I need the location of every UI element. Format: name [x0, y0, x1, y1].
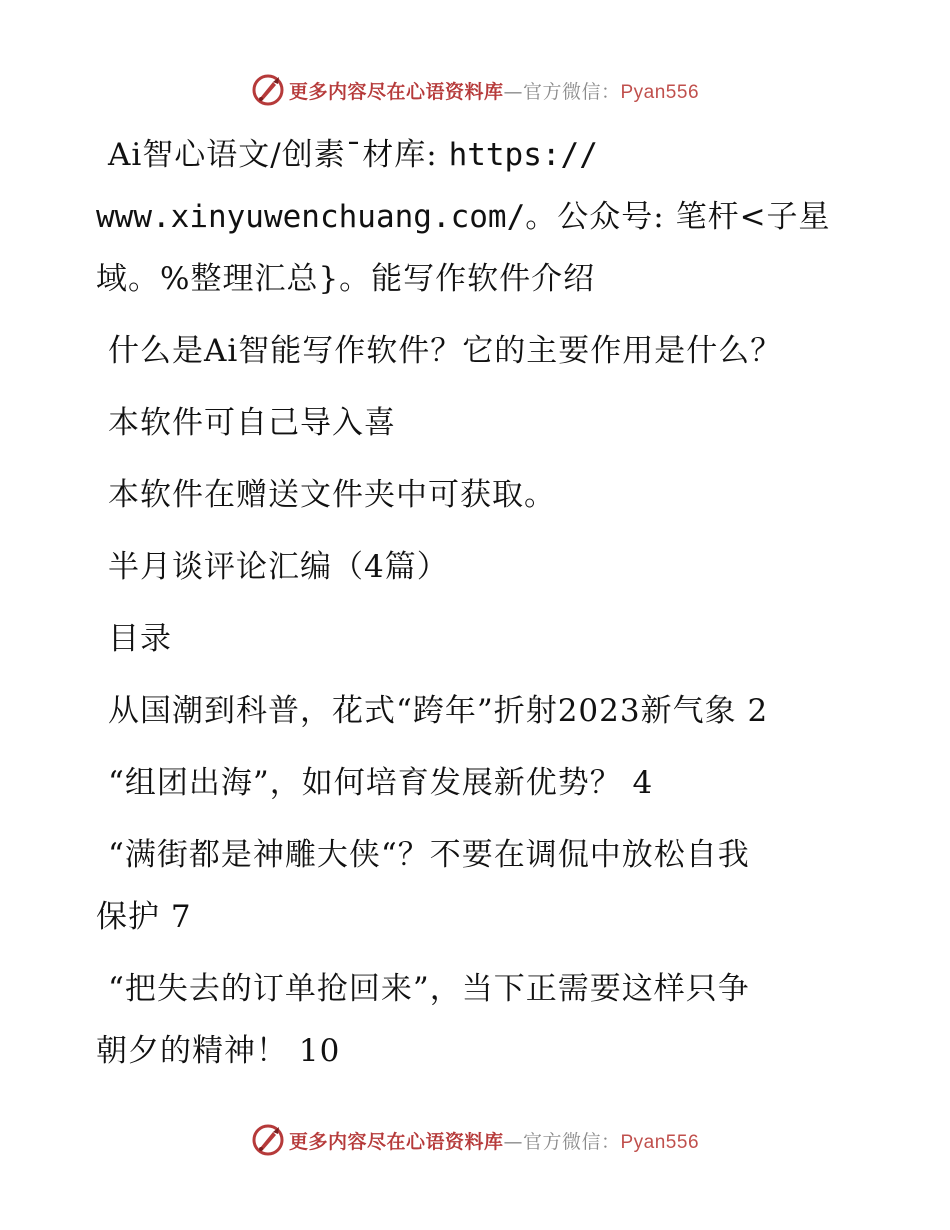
toc-entry-1[interactable]: 从国潮到科普，花式“跨年”折射2023新气象 2: [108, 693, 769, 729]
header-watermark-banner: [0, 70, 950, 110]
watermark-wechat-label: 官方微信：: [522, 80, 621, 103]
intro-line2-suffix: 。公众号: 笔杆<子星: [525, 199, 831, 235]
import-note-paragraph: 本软件可自己导入喜: [108, 405, 396, 441]
toc-entry-3-line-2[interactable]: 保护 7: [96, 899, 192, 935]
spacer: [96, 598, 856, 608]
intro-line-3: 域。%整理汇总}。能写作软件介绍: [96, 261, 596, 297]
quill-pen-logo-icon: [251, 1123, 285, 1157]
watermark-wechat-label: 官方微信：: [522, 1130, 621, 1153]
toc-entry-4-line-1[interactable]: “把失去的订单抢回来”，当下正需要这样只争: [108, 971, 750, 1007]
intro-line1-mark: ¯: [345, 137, 363, 173]
spacer: [96, 310, 856, 320]
website-link-part2[interactable]: www.xinyuwenchuang.com/: [96, 199, 526, 235]
intro-line1-middle: 材库:: [362, 137, 449, 173]
watermark-wechat-handle: Pyan556: [620, 81, 700, 103]
spacer: [96, 382, 856, 392]
spacer: [96, 670, 856, 680]
toc-entry-2[interactable]: “组团出海”，如何培育发展新优势？ 4: [108, 765, 654, 801]
spacer: [96, 948, 856, 958]
spacer: [96, 454, 856, 464]
watermark-text: [289, 1127, 699, 1154]
watermark-dash: —: [503, 1130, 523, 1153]
website-link-part1[interactable]: https://: [448, 137, 598, 173]
toc-entry-4-line-2[interactable]: 朝夕的精神！ 10: [96, 1033, 341, 1069]
folder-note-paragraph: 本软件在赠送文件夹中可获取。: [108, 477, 556, 513]
watermark-main-text: 更多内容尽在心语资料库: [288, 80, 504, 103]
spacer: [96, 742, 856, 752]
intro-line-1: [96, 124, 856, 186]
question-paragraph: 什么是Ai智能写作软件？它的主要作用是什么？: [108, 333, 783, 369]
toc-heading: 目录: [108, 621, 172, 657]
watermark-dash: —: [503, 80, 523, 103]
document-body: [96, 124, 856, 1082]
watermark-wechat-handle: Pyan556: [620, 1131, 700, 1153]
spacer: [96, 526, 856, 536]
spacer: [96, 814, 856, 824]
toc-entry-3-line-1[interactable]: “满街都是神雕大侠“？不要在调侃中放松自我: [108, 837, 750, 873]
footer-watermark-banner: [0, 1120, 950, 1160]
watermark-text: [289, 77, 699, 104]
intro-line-2: [96, 186, 856, 248]
intro-line1-prefix: Ai智心语文/创素: [108, 137, 346, 173]
watermark-main-text: 更多内容尽在心语资料库: [288, 1130, 504, 1153]
collection-title: 半月谈评论汇编（4篇）: [108, 549, 449, 585]
quill-pen-logo-icon: [251, 73, 285, 107]
